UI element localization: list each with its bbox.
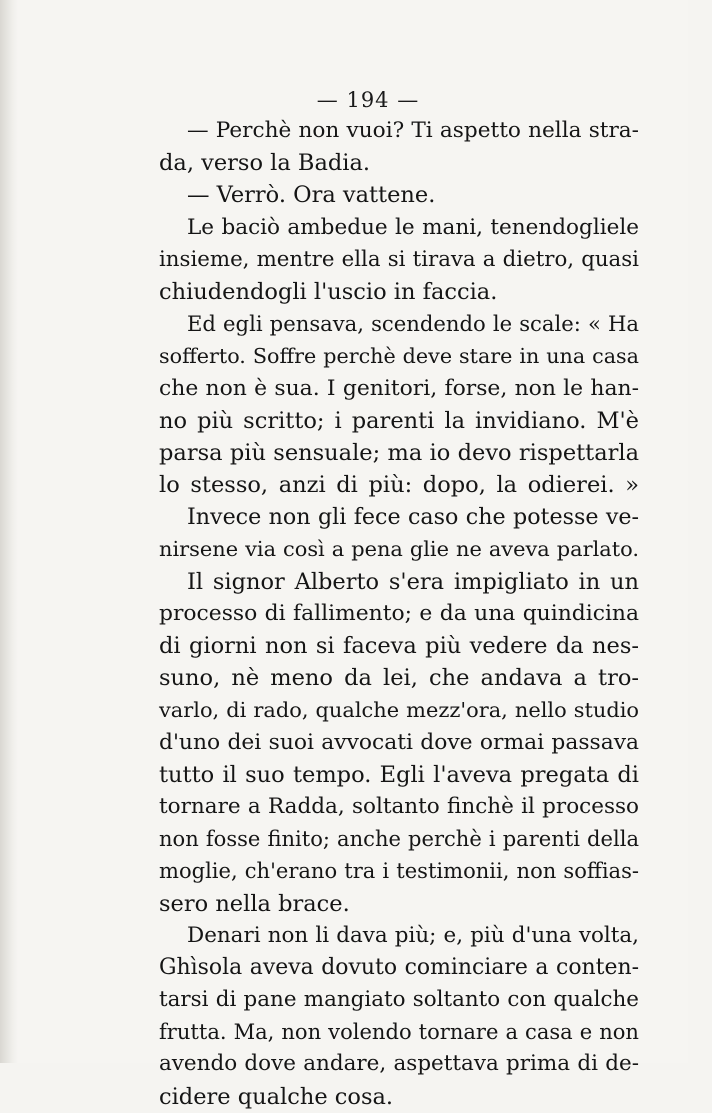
text-line: tornare a Radda, soltanto finchè il processo (159, 793, 639, 819)
binding-gutter (0, 0, 18, 1063)
text-line: nirsene via così a pena glie ne aveva parlato. (159, 537, 639, 562)
text-line: processo di fallimento; e da una quindicina (159, 600, 639, 626)
text-line: frutta. Ma, non volendo tornare a casa e non (159, 1019, 639, 1045)
text-line: parsa più sensuale; ma io devo rispettarla (159, 439, 639, 466)
text-line: — Perchè non vuoi? Ti aspetto nella stra- (187, 118, 639, 143)
text-line: Ed egli pensava, scendendo le scale: « Ha (187, 311, 639, 337)
body-text (159, 115, 639, 1113)
text-line: cidere qualche cosa. (159, 1083, 394, 1110)
text-line: che non è sua. I genitori, forse, non le han- (159, 375, 639, 401)
text-line: insieme, mentre ella si tirava a dietro, quasi (159, 246, 639, 272)
text-line: d'uno dei suoi avvocati dove ormai passava (159, 729, 639, 755)
text-line: sero nella brace. (159, 890, 350, 917)
text-line: Le baciò ambedue le mani, tenendogliele (187, 214, 639, 240)
page-number: — 194 — (316, 88, 420, 112)
text-line: Il signor Alberto s'era impigliato in un (187, 568, 639, 595)
text-line: suno, nè meno da lei, che andava a tro- (159, 665, 639, 692)
text-line: moglie, ch'erano tra i testimonii, non soffias- (159, 858, 639, 884)
text-line: Denari non li dava più; e, più d'una volta, (187, 922, 639, 948)
text-line: Invece non gli fece caso che potesse ve- (187, 504, 639, 531)
text-line: avendo dove andare, aspettava prima di de- (159, 1051, 639, 1077)
text-line: di giorni non si faceva più vedere da nes- (159, 633, 639, 659)
text-line: non fosse finito; anche perchè i parenti della (159, 826, 639, 852)
text-line: — Verrò. Ora vattene. (187, 182, 436, 209)
text-line: da, verso la Badia. (159, 150, 371, 177)
text-line: Ghìsola aveva dovuto cominciare a conten- (159, 954, 639, 980)
text-line: chiudendogli l'uscio in faccia. (159, 278, 498, 305)
text-line: lo stesso, anzi di più: dopo, la odierei. » (159, 472, 639, 499)
text-line: sofferto. Soffre perchè deve stare in una casa (159, 344, 639, 369)
text-line: varlo, di rado, qualche mezz'ora, nello studio (159, 698, 639, 723)
text-line: tarsi di pane mangiato soltanto con qualche (159, 987, 639, 1013)
text-line: tutto il suo tempo. Egli l'aveva pregata di (159, 761, 639, 788)
text-line: no più scritto; i parenti la invidiano. M'è (159, 407, 639, 434)
